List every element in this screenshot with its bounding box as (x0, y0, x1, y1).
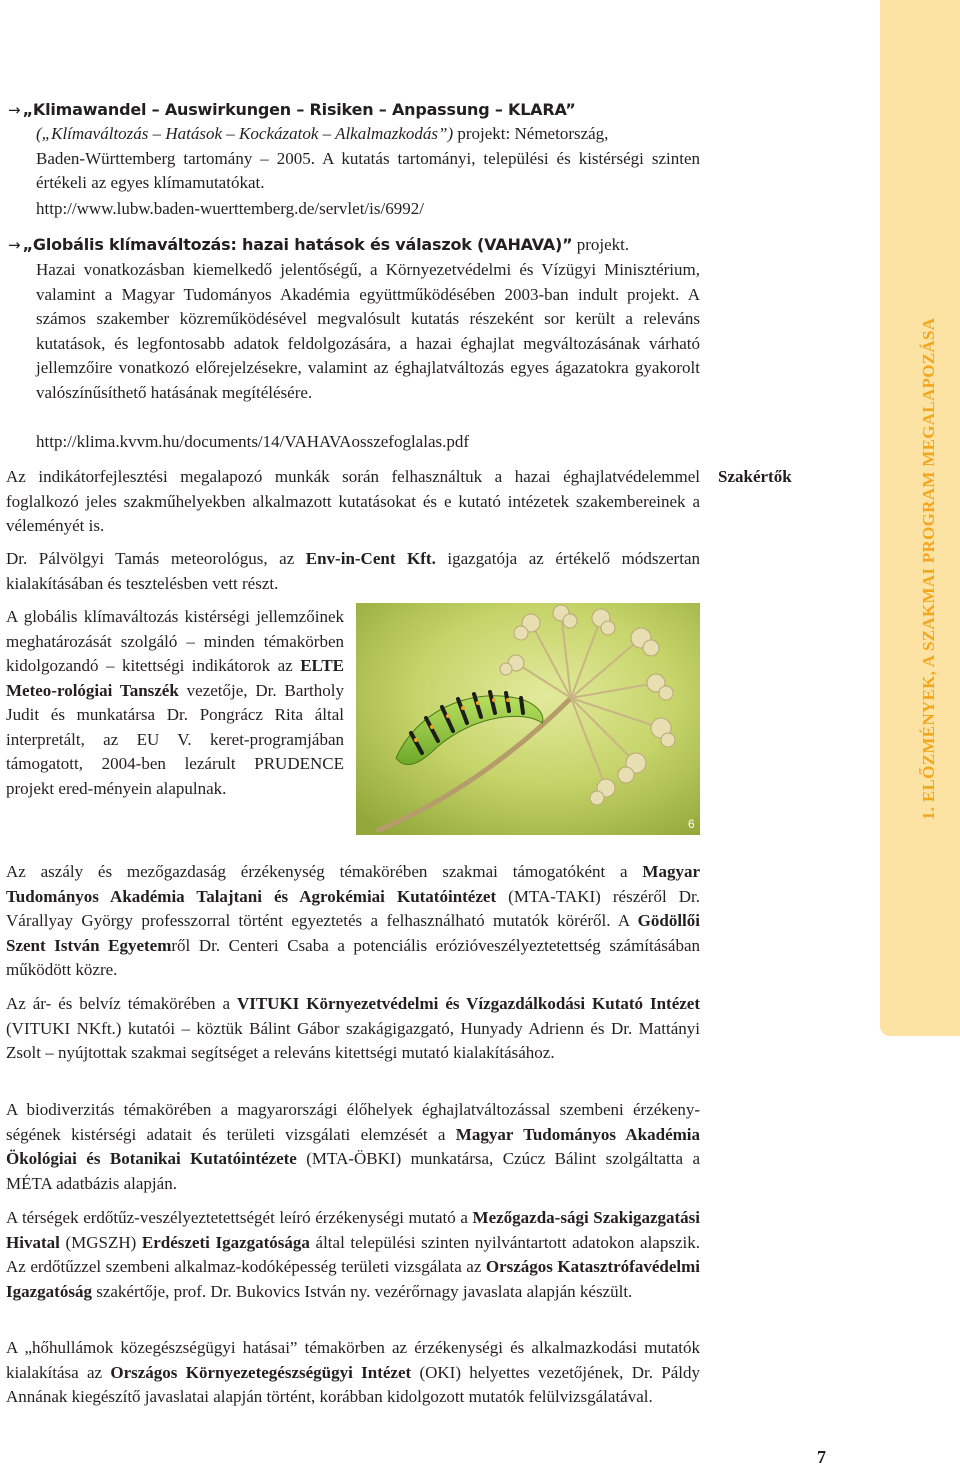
text-run: vezetője, Dr. Bartholy Judit és munkatársa Dr. Pongrácz Rita által interpretált, az EU V. keret-programjában támogatott, 2004-ben lezárult PRUDENCE projekt ered-ményein alapulnak. (6, 680, 344, 798)
paragraph-biodiversity (6, 1098, 700, 1196)
paragraph-elte (6, 605, 344, 801)
vahava-url[interactable]: http://klima.kvvm.hu/documents/14/VAHAVAosszefoglalas.pdf (36, 432, 470, 451)
text-run: ről Dr. Centeri Csaba a potenciális erózióveszélyeztetettség számításában működött közre. (6, 935, 700, 980)
paragraph-drought (6, 860, 700, 983)
org-name: Magyar Tudományos Akadémia Talajtani és Agrokémiai Kutatóintézet (6, 862, 700, 906)
text-run: (MGSZH) (59, 1232, 142, 1252)
caterpillar-photo (356, 603, 700, 835)
figure-number: 6 (688, 817, 695, 831)
paragraph-indicator-work: Az indikátorfejlesztési megalapozó munkák során felhasználtuk a hazai éghajlatvédelemmel foglalkozó jeles szakműhelyekben alkalmazott kutatásokat és e kutató intézetek szakembereinek a véleményét is. (6, 467, 700, 536)
arrow-right-icon: → (8, 236, 21, 254)
klara-title: „Klimawandel – Auswirkungen – Risiken – Anpassung – KLARA” (22, 100, 576, 119)
vahava-title: „Globális klímaváltozás: hazai hatások és válaszok (VAHAVA)” (22, 235, 573, 254)
text-run: A „hőhullámok közegészségügyi hatásai” témakörben az érzékenységi és alkalmazkodási mutatók kialakítása az (6, 1338, 700, 1382)
klara-subtitle: („Klímaváltozás – Hatások – Kockázatok – Alkalmazkodás”) (36, 124, 454, 144)
text-run: Az ár- és belvíz témakörében a (6, 994, 237, 1013)
text-run: A biodiverzitás témakörében a magyarországi élőhelyek éghajlatváltozással szembeni érzékeny-ségének kistérségi adatait és területi vizsgálati elemzését a (6, 1100, 700, 1144)
margin-note: Szakértők (718, 467, 792, 486)
text-run: (VITUKI NKft.) kutatói – köztük Bálint Gábor szakágigazgató, Hunyady Adrienn és Dr. Mattányi Zsolt – nyújtottak szakmai segítséget a releváns kitettségi mutató kialakításához. (6, 1018, 700, 1063)
text-run: igazgatója az értékelő módszertan kialakításában és tesztelésben vett részt. (6, 549, 700, 593)
paragraph-forest-fire (6, 1206, 700, 1304)
text-run: által települési szinten nyilvántartott adatokon alapszik. Az erdőtűzzel szembeni alkalmaz-kodóképesség területi vizsgálata az (6, 1232, 700, 1277)
org-name: Gödöllői Szent István Egyetem (6, 911, 700, 955)
org-name: Magyar Tudományos Akadémia Ökológiai és Botanikai Kutatóintézete (6, 1124, 700, 1169)
org-name: Országos Környezetegészségügyi Intézet (110, 1362, 412, 1382)
org-name: Env-in-Cent Kft. (305, 549, 436, 568)
arrow-right-icon: → (8, 101, 21, 119)
text-run: (OKI) helyettes vezetőjének, Dr. Páldy Annának kiegészítő javaslatai alapján történt, korábban kidolgozott mutatók felülvizsgálatával. (6, 1362, 700, 1407)
klara-item (8, 98, 700, 147)
text-run: Az aszály és mezőgazdaság érzékenység témakörében szakmai támogatóként a (6, 862, 643, 881)
caterpillar-image (356, 603, 700, 835)
org-name: Országos Katasztrófavédelmi Igazgatóság (6, 1257, 700, 1301)
org-name: ELTE Meteo-rológiai Tanszék (6, 656, 344, 700)
paragraph-heatwave (6, 1336, 700, 1410)
vahava-description: Hazai vonatkozásban kiemelkedő jelentőségű, a Környezetvédelmi és Vízügyi Minisztérium, valamint a Magyar Tudományos Akadémia együttműködésében 2003-ban indult projekt. A számos szakember közreműködésével megvalósult kutatás részeként sor került a releváns kutatások, és legfontosabb adatok feldolgozására, a hazai éghajlat megváltozásának várható jellemzőire vonatkozó előrejelzésekre, valamint az éghajlatváltozás egyes ágazatokra gyakorolt valószínűsíthető hatásának megítélésére. (36, 260, 700, 402)
org-name: Erdészeti Igazgatósága (141, 1232, 310, 1252)
text-run: A globális klímaváltozás kistérségi jellemzőinek meghatározását szolgáló – minden témakörben kidolgozandó – kitettségi indikátorok az (6, 607, 344, 675)
text-run: (MTA-ÖBKI) munkatársa, Czúcz Bálint szolgáltatta a MÉTA adatbázis alapján. (6, 1149, 700, 1193)
text-run: Dr. Pálvölgyi Tamás meteorológus, az (6, 549, 306, 568)
vahava-title-suffix: projekt. (572, 235, 630, 254)
chapter-sidebar-label: 1. ELŐZMÉNYEK, A SZAKMAI PROGRAM MEGALAPOZÁSA (919, 317, 938, 820)
page-number: 7 (817, 1447, 826, 1467)
text-run: (MTA-TAKI) részéről Dr. Várallyay György professzorral történt egyeztetés a felhasználható mutatók köréről. A (6, 886, 700, 931)
klara-description: Baden-Württemberg tartomány – 2005. A kutatás tartományi, települési és kistérségi szinten értékeli az egyes klímamutatókat. (36, 149, 700, 193)
org-name: Mezőgazda-sági Szakigazgatási Hivatal (6, 1208, 701, 1252)
paragraph-palvolgyi (6, 547, 700, 596)
vahava-item (8, 233, 700, 258)
text-run: szakértője, prof. Dr. Bukovics István ny. vezérőrnagy javaslata alapján készült. (91, 1281, 633, 1301)
klara-url[interactable]: http://www.lubw.baden-wuerttemberg.de/servlet/is/6992/ (36, 199, 424, 218)
paragraph-flood (6, 992, 700, 1066)
org-name: VITUKI Környezetvédelmi és Vízgazdálkodási Kutató Intézet (236, 994, 701, 1013)
text-run: A térségek erdőtűz-veszélyeztetettségét leíró érzékenységi mutató a (6, 1208, 473, 1227)
klara-suffix: projekt: Németország, (453, 124, 609, 144)
